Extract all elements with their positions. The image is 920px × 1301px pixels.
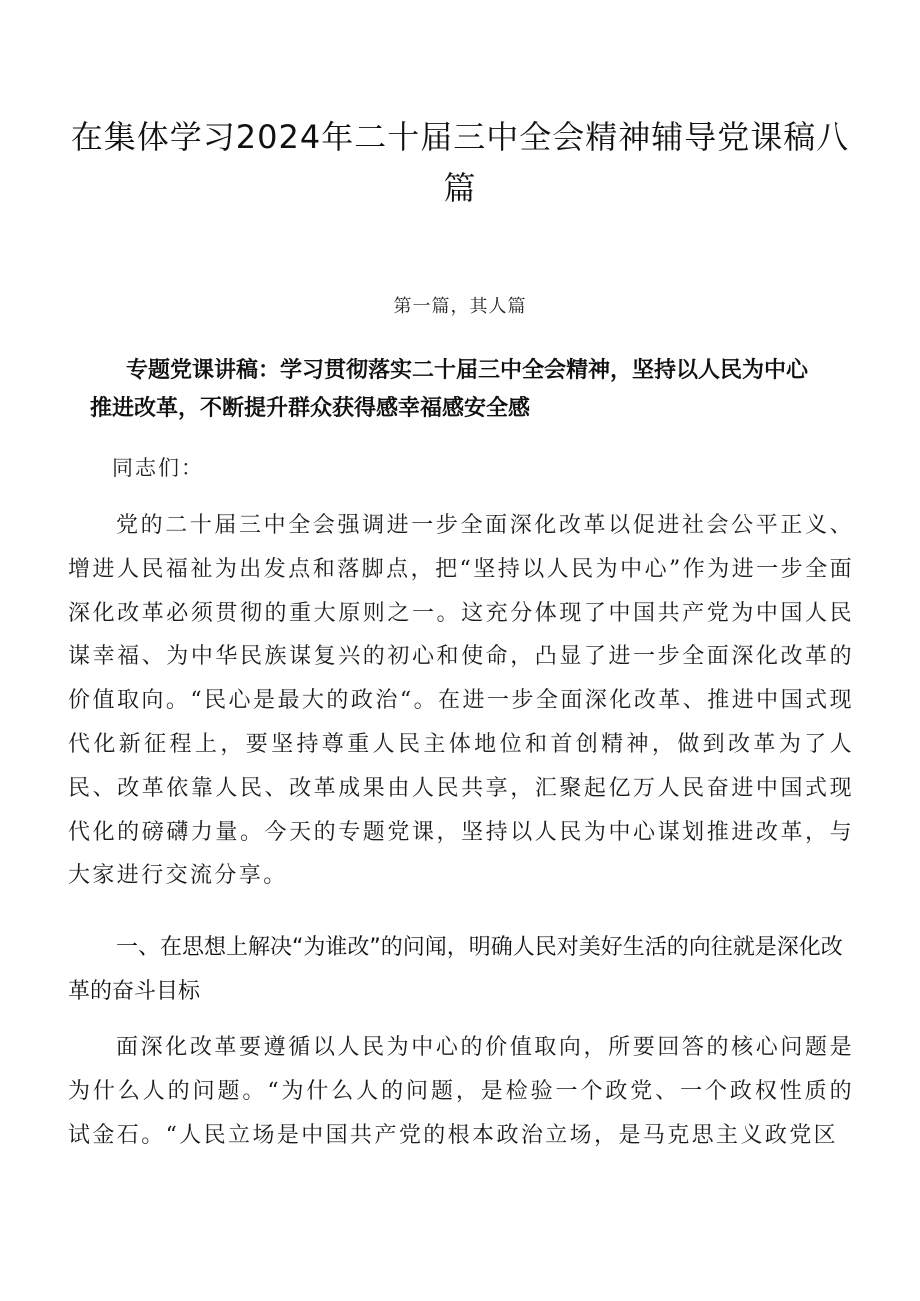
paragraph-2: 面深化改革要遵循以人民为中心的价值取向，所要回答的核心问题是为什么人的问题。“为什么人的问题，是检验一个政党、一个政权性质的试金石。“人民立场是中国共产党的根本政治立场，是马克思主义政党区 xyxy=(68,1035,854,1148)
subtitle xyxy=(90,352,860,428)
subtitle-line-1: 专题党课讲稿：学习贯彻落实二十届三中全会精神，坚持以人民为中心 xyxy=(126,358,809,383)
section-heading-1: 一、在思想上解决“为谁改”的问闻，明确人民对美好生活的向往就是深化改革的奋斗目标 xyxy=(68,935,843,1004)
subtitle-line-2: 推进改革，不断提升群众获得感幸福感安全感 xyxy=(90,396,531,421)
section-label: 第一篇，其人篇 xyxy=(393,296,527,317)
document-title: 在集体学习2024年二十届三中全会精神辅导党课稿八篇 xyxy=(70,118,850,207)
paragraph-1: 党的二十届三中全会强调进一步全面深化改革以促进社会公平正义、增进人民福祉为出发点和落脚点，把“坚持以人民为中心”作为进一步全面深化改革必须贯彻的重大原则之一。这充分体现了中国共产党为中国人民谋幸福、为中华民族谋复兴的初心和使命，凸显了进一步全面深化改革的价值取向。“民心是最大的政治“。在进一步全面深化改革、推进中国式现代化新征程上，要坚持尊重人民主体地位和首创精神，做到改革为了人民、改革依靠人民、改革成果由人民共享，汇聚起亿万人民奋进中国式现代化的磅礴力量。今天的专题党课，坚持以人民为中心谋划推进改革，与大家进行交流分享。 xyxy=(68,513,854,889)
salutation: 同志们： xyxy=(112,456,204,480)
